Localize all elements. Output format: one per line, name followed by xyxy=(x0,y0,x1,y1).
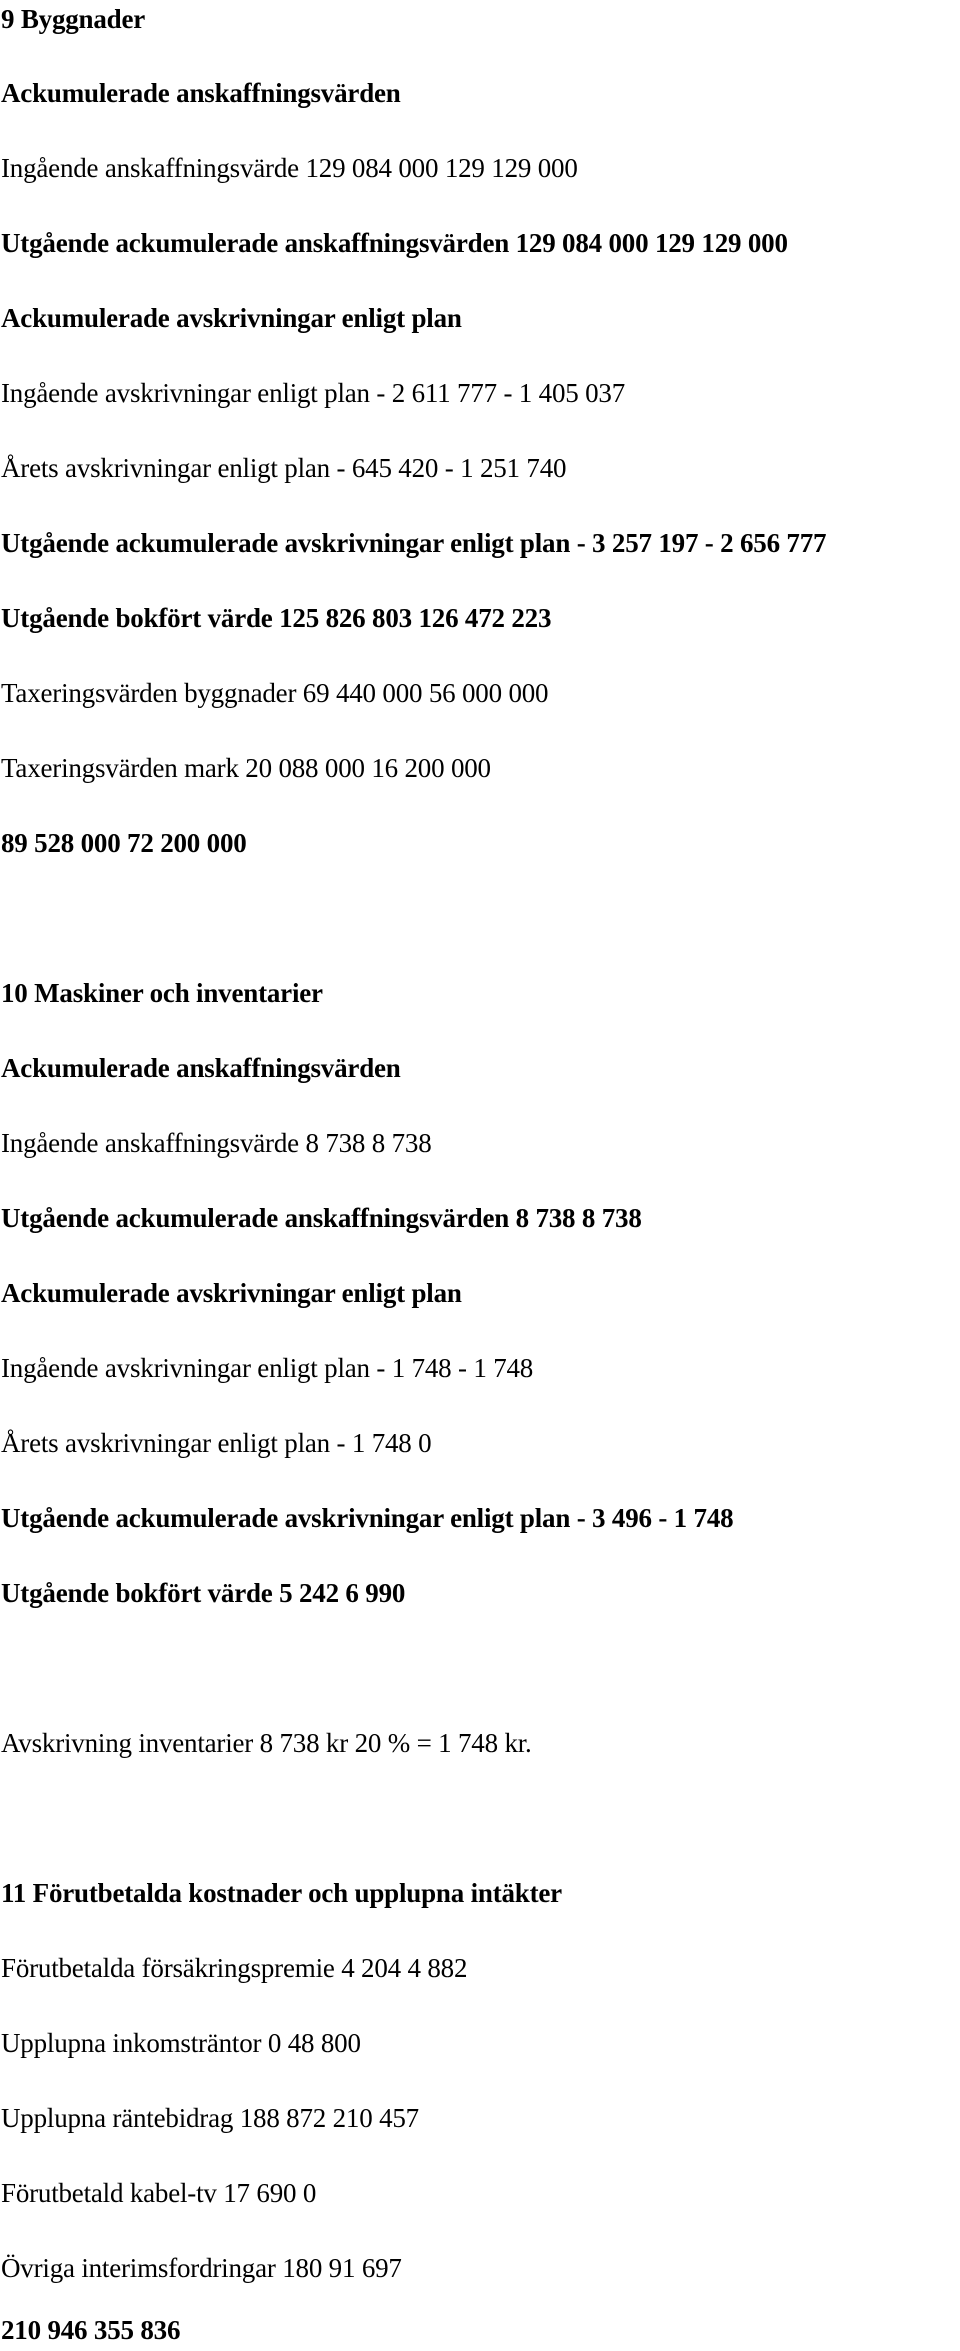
section-9-subheading-depreciation: Ackumulerade avskrivningar enligt plan xyxy=(1,303,462,333)
section-10-row-closing-depreciation: Utgående ackumulerade avskrivningar enligt plan - 3 496 - 1 748 xyxy=(1,1503,734,1533)
section-9-row-book-value: Utgående bokfört värde 125 826 803 126 472 223 xyxy=(1,603,552,633)
section-11-heading: 11 Förutbetalda kostnader och upplupna intäkter xyxy=(1,1878,562,1908)
section-10-row-opening-acquisition: Ingående anskaffningsvärde 8 738 8 738 xyxy=(1,1128,432,1158)
section-9-row-opening-acquisition: Ingående anskaffningsvärde 129 084 000 129 129 000 xyxy=(1,153,578,183)
section-9-subheading-acquisition: Ackumulerade anskaffningsvärden xyxy=(1,78,401,108)
section-10-row-opening-depreciation: Ingående avskrivningar enligt plan - 1 748 - 1 748 xyxy=(1,1353,534,1383)
section-10-subheading-depreciation: Ackumulerade avskrivningar enligt plan xyxy=(1,1278,462,1308)
section-9-row-closing-acquisition: Utgående ackumulerade anskaffningsvärden 129 084 000 129 129 000 xyxy=(1,228,788,258)
section-10-subheading-acquisition: Ackumulerade anskaffningsvärden xyxy=(1,1053,401,1083)
section-9-row-closing-depreciation: Utgående ackumulerade avskrivningar enligt plan - 3 257 197 - 2 656 777 xyxy=(1,528,827,558)
section-10-depreciation-note: Avskrivning inventarier 8 738 kr 20 % = 1 748 kr. xyxy=(1,1728,532,1758)
section-11-row-other-interim: Övriga interimsfordringar 180 91 697 xyxy=(1,2253,402,2283)
section-9-row-opening-depreciation: Ingående avskrivningar enligt plan - 2 611 777 - 1 405 037 xyxy=(1,378,626,408)
section-9-row-tax-value-buildings: Taxeringsvärden byggnader 69 440 000 56 000 000 xyxy=(1,678,549,708)
section-11-row-accrued-interest: Upplupna inkomsträntor 0 48 800 xyxy=(1,2028,361,2058)
section-11-row-interest-subsidy: Upplupna räntebidrag 188 872 210 457 xyxy=(1,2103,419,2133)
section-10-heading: 10 Maskiner och inventarier xyxy=(1,978,323,1008)
section-9-heading: 9 Byggnader xyxy=(1,4,146,34)
section-9-row-tax-value-land: Taxeringsvärden mark 20 088 000 16 200 000 xyxy=(1,753,491,783)
section-10-row-closing-acquisition: Utgående ackumulerade anskaffningsvärden 8 738 8 738 xyxy=(1,1203,642,1233)
section-11-row-cable-tv: Förutbetald kabel-tv 17 690 0 xyxy=(1,2178,317,2208)
section-11-row-insurance-premium: Förutbetalda försäkringspremie 4 204 4 882 xyxy=(1,1953,468,1983)
section-10-row-year-depreciation: Årets avskrivningar enligt plan - 1 748 0 xyxy=(1,1428,432,1458)
section-9-row-tax-value-total: 89 528 000 72 200 000 xyxy=(1,828,247,858)
section-9-row-year-depreciation: Årets avskrivningar enligt plan - 645 420 - 1 251 740 xyxy=(1,453,567,483)
section-10-row-book-value: Utgående bokfört värde 5 242 6 990 xyxy=(1,1578,406,1608)
section-11-row-total: 210 946 355 836 xyxy=(1,2315,181,2345)
